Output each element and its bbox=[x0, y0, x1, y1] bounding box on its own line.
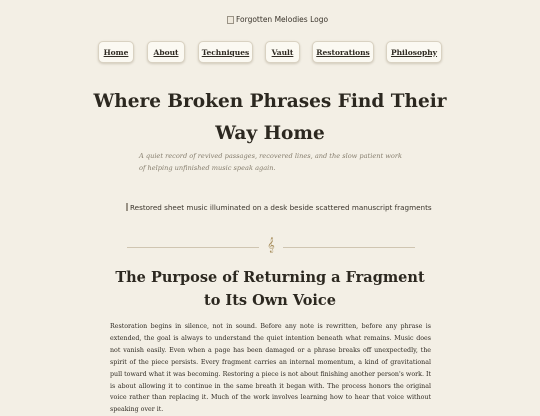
divider-line-right bbox=[283, 247, 415, 248]
hero-image-alt-text: Restored sheet music illuminated on a desk beside scattered manuscript fragments bbox=[130, 202, 432, 212]
page-title: Where Broken Phrases Find Their Way Home bbox=[93, 91, 447, 144]
section-body: Restoration begins in silence, not in sound. Before any note is rewritten, before any phrase is extended, the goal is always to understand the quiet intention beneath what remains. Music does not vanish easily. Even when a page has been damaged or a phrase breaks off unexpectedly, the spirit of the piece persists. Every fragment carries an internal momentum, a kind of gravitational pull toward what it was becoming. Restoring a piece is not about finishing another person's work. It is about allowing it to continue in the same breath it began with. The process honors the original voice rather than replacing it. Much of the work involves learning how to hear that voice without speaking over it. bbox=[110, 323, 431, 414]
hero-image bbox=[126, 201, 432, 213]
broken-image-icon bbox=[227, 16, 234, 24]
section-divider bbox=[127, 239, 415, 255]
nav-philosophy[interactable]: Philosophy bbox=[386, 41, 442, 63]
site-logo[interactable] bbox=[227, 15, 328, 24]
nav-techniques[interactable]: Techniques bbox=[198, 41, 253, 63]
section-heading: The Purpose of Returning a Fragment to Its Own Voice bbox=[115, 269, 425, 309]
page-subtitle: A quiet record of revived passages, recovered lines, and the slow patient work of helping unfinished music speak again. bbox=[139, 152, 402, 172]
broken-image-icon bbox=[126, 203, 128, 211]
divider-line-left bbox=[127, 247, 259, 248]
treble-clef-icon: 𝄞 bbox=[267, 238, 275, 253]
logo-alt-text: Forgotten Melodies Logo bbox=[236, 15, 329, 24]
nav-restorations[interactable]: Restorations bbox=[312, 41, 374, 63]
nav-home[interactable]: Home bbox=[98, 41, 134, 63]
nav-about[interactable]: About bbox=[147, 41, 185, 63]
main-nav bbox=[0, 41, 540, 65]
nav-vault[interactable]: Vault bbox=[265, 41, 300, 63]
